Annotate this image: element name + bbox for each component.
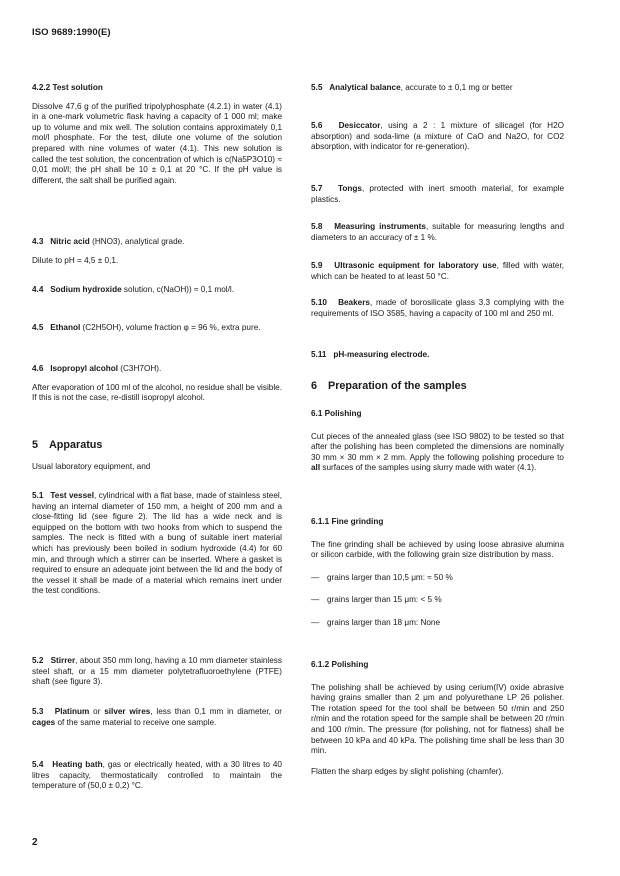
item-number: 5.8 bbox=[311, 222, 323, 231]
item-text: of the same material to receive one sample. bbox=[55, 717, 217, 727]
item-name: Ultrasonic equipment for laboratory use bbox=[334, 261, 497, 270]
section-body: Cut pieces of the annealed glass (see ISO 9802) to be tested so that after the polishing has been completed the dimensions are nominally 30 mm × 30 mm × 2 mm. Apply the following polishing procedure to all surfaces of the samples using slurry made with water (4.1). bbox=[311, 431, 564, 473]
section-5-8 bbox=[311, 222, 564, 243]
item-number: 5.7 bbox=[311, 184, 323, 193]
item-name: Desiccator bbox=[338, 121, 381, 130]
item-text: , accurate to ± 0,1 mg or better bbox=[400, 83, 513, 92]
section-4-3 bbox=[32, 237, 282, 266]
section-4-4 bbox=[32, 285, 282, 296]
list-item: — grains larger than 15 μm: < 5 % bbox=[311, 595, 442, 605]
item-number: 5.5 bbox=[311, 83, 323, 92]
item-text: (C2H5OH), volume fraction φ = 96 %, extra pure. bbox=[80, 323, 261, 332]
item-name: Beakers bbox=[338, 298, 370, 307]
item-text: , about 350 mm long, having a 10 mm diameter stainless steel shaft, or a 15 mm diameter polytetrafluoroethylene (PTFE) shaft (see figure 3). bbox=[32, 656, 282, 687]
item-text: , gas or electrically heated, with a 30 litres to 40 litres capacity, thermostatically controlled to maintain the temperature of (50,0 ± 0,2) °C. bbox=[32, 760, 282, 791]
section-6-1-1 bbox=[311, 517, 564, 629]
item-number: 5.3 bbox=[32, 707, 44, 716]
item-text: (C3H7OH). bbox=[118, 364, 162, 373]
section-4-6 bbox=[32, 364, 282, 404]
item-name: pH-measuring electrode. bbox=[333, 350, 430, 359]
item-text: or bbox=[89, 707, 105, 716]
item-number: 4.6 bbox=[32, 364, 44, 373]
section-intro: Usual laboratory equipment, and bbox=[32, 462, 151, 471]
section-4-2-2 bbox=[32, 83, 282, 186]
section-title: 6.1.1 Fine grinding bbox=[311, 517, 384, 526]
item-name: Nitric acid bbox=[50, 237, 90, 246]
section-5-1 bbox=[32, 491, 282, 597]
item-name-3: cages bbox=[32, 717, 56, 727]
item-number: 4.3 bbox=[32, 237, 44, 246]
section-5-3 bbox=[32, 707, 282, 728]
section-5-4 bbox=[32, 760, 282, 792]
section-5 bbox=[32, 439, 282, 473]
section-title: 6.1 Polishing bbox=[311, 409, 362, 418]
item-number: 4.5 bbox=[32, 323, 44, 332]
item-name: Ethanol bbox=[50, 323, 81, 332]
section-5-5 bbox=[311, 83, 564, 94]
item-name-2: silver wires bbox=[104, 707, 151, 716]
item-name: Stirrer bbox=[50, 656, 76, 665]
section-6-1 bbox=[311, 409, 564, 474]
item-text: , protected with inert smooth material, for example plastics. bbox=[311, 184, 564, 204]
item-name: Heating bath bbox=[52, 760, 103, 769]
item-number: 5.11 bbox=[311, 350, 327, 359]
standard-header: ISO 9689:1990(E) bbox=[32, 27, 111, 38]
item-text: (HNO3), analytical grade. bbox=[89, 237, 185, 246]
item-detail: After evaporation of 100 ml of the alcohol, no residue shall be visible. If this is not the case, re-distill isopropyl alcohol. bbox=[32, 382, 282, 403]
section-6-1-2 bbox=[311, 660, 564, 777]
section-heading: 6 Preparation of the samples bbox=[311, 380, 467, 392]
section-5-11 bbox=[311, 350, 564, 361]
item-number: 5.9 bbox=[311, 261, 323, 270]
item-name: Platinum bbox=[54, 707, 90, 716]
item-text: , using a 2 : 1 mixture of silicagel (for H2O absorption) and soda-lime (a mixture of CaO and Na2O, for CO2 absorption, with indicator for re-generation). bbox=[311, 121, 564, 152]
item-number: 5.4 bbox=[32, 760, 44, 769]
item-text: solution, c(NaOH)) ≈ 0,1 mol/l. bbox=[121, 285, 234, 294]
item-detail: Dilute to pH = 4,5 ± 0,1. bbox=[32, 255, 119, 265]
section-body: The polishing shall be achieved by using cerium(IV) oxide abrasive having grains smaller than 2 μm and polyurethane LP 26 polisher. The rotation speed for the tool shall be between 50 r/min and 250 r/min and the rotation speed for the sample shall be between 20 r/min and 100 r/min. The pressure (for polishing, not for flatness) shall be between 10 kPa and 40 kPa. The polishing time shall be less than 30 min. bbox=[311, 682, 564, 756]
list-item: — grains larger than 10,5 μm: ≈ 50 % bbox=[311, 572, 453, 582]
section-5-7 bbox=[311, 184, 564, 205]
section-4-5 bbox=[32, 323, 282, 334]
item-text: , cylindrical with a flat base, made of stainless steel, having an internal diameter of 150 mm, a height of 200 mm and a close-fitting lid (see figure 2). The lid has a wide neck and is equipped on the bottom with two hooks from which to suspend the samples. The neck is fitted with a bung of suitable inert material which has previously been boiled in sodium hydroxide (4.4) for 60 min, and through which a stirrer can be inserted. Where a gasket is required to ensure an adequate joint between the lid and the body of the vessel it shall be made of a material which remains inert under the test conditions. bbox=[32, 491, 282, 596]
item-text: , suitable for measuring lengths and diameters to an accuracy of ± 1 %. bbox=[311, 222, 564, 242]
item-name: Analytical balance bbox=[329, 83, 401, 92]
section-title: 6.1.2 Polishing bbox=[311, 660, 369, 669]
section-heading: 5 Apparatus bbox=[32, 439, 103, 451]
section-5-10 bbox=[311, 298, 564, 319]
item-number: 5.6 bbox=[311, 121, 323, 130]
item-name: Isopropyl alcohol bbox=[50, 364, 119, 373]
item-number: 5.2 bbox=[32, 656, 44, 665]
item-name: Tongs bbox=[338, 184, 362, 193]
list-item: — grains larger than 18 μm: None bbox=[311, 617, 441, 627]
section-title: 4.2.2 Test solution bbox=[32, 83, 103, 92]
item-number: 5.1 bbox=[32, 491, 44, 500]
section-body-2: Flatten the sharp edges by slight polishing (chamfer). bbox=[311, 766, 504, 776]
item-number: 4.4 bbox=[32, 285, 44, 294]
section-5-6 bbox=[311, 121, 564, 153]
section-5-2 bbox=[32, 656, 282, 688]
item-text: , made of borosilicate glass 3.3 complying with the requirements of ISO 3585, having a capacity of 100 ml and 250 ml. bbox=[311, 298, 564, 318]
section-body: The fine grinding shall be achieved by using loose abrasive alumina or silicon carbide, with the following grain size distribution by mass. bbox=[311, 539, 564, 560]
item-name: Sodium hydroxide bbox=[50, 285, 122, 294]
item-number: 5.10 bbox=[311, 298, 327, 307]
item-text: , filled with water, which can be heated to at least 50 °C. bbox=[311, 261, 565, 281]
item-name: Measuring instruments bbox=[334, 222, 426, 231]
page-number: 2 bbox=[32, 837, 38, 848]
section-body: Dissolve 47,6 g of the purified tripolyphosphate (4.2.1) in water (4.1) in a one-mark volumetric flask having a capacity of 1 000 ml; make up to volume and mix well. The solution contains approximately 0,1 mol/l phosphate. For the test, dilute one volume of the solution prepared with nine volumes of water (4.1). This new solution is called the test solution, the concentration of which is c(Na5P3O10) ≈ 0,01 mol/l; the pH shall be 10 ± 0,1 at 20 °C. If the pH value is different, the salt shall be purified again. bbox=[32, 101, 282, 185]
item-text: , less than 0,1 mm in diameter, or bbox=[150, 707, 282, 716]
section-5-9 bbox=[311, 261, 564, 282]
item-name: Test vessel bbox=[50, 491, 94, 500]
section-6 bbox=[311, 380, 564, 393]
